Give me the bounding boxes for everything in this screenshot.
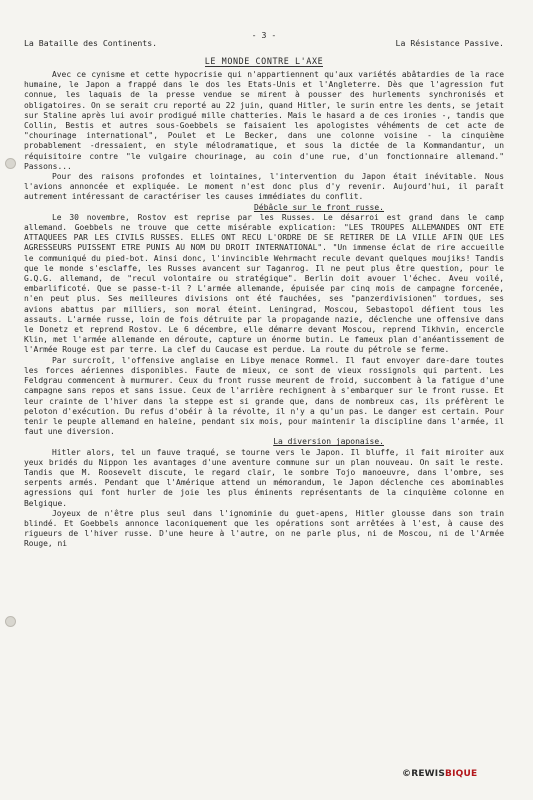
paragraph: Avec ce cynisme et cette hypocrisie qui n'appartiennent qu'aux variétés abâtardies de la race humaine, le Japon a frappé dans le dos les Etats-Unis et l'Angleterre. Dès que l'agression fut connue, les laquais de la presse vendue se mirent à pousser des hurlements synchronisés et obligatoires. On se serait cru reporté au 22 juin, quand Hitler, le surin entre les dents, se jetait sur Staline après lui avoir prodigué mille chatteries. Mais le hasard a de ces ironies -, tandis que Collin, Bestis et autres sous-Goebbels se faisaient les apologistes véhéments de cet acte de "chourinage international", Poulet et Le Becker, dans une colonne voisine - la cinquième probablement -dressaient, en style mélodramatique, et sous la dictée de la Kommandantur, un réquisitoire contre "le vulgaire chourinage, au coin d'une rue, d'un fonctionnaire allemand." Passons...: [24, 70, 504, 171]
page-content: [24, 28, 504, 550]
header-right: La Résistance Passive.: [395, 38, 504, 48]
article-title: LE MONDE CONTRE L'AXE: [204, 56, 324, 66]
header-left: La Bataille des Continents.: [24, 38, 158, 48]
logo-part-accent: BIQUE: [445, 769, 478, 779]
section-heading-text: Débâcle sur le front russe.: [253, 202, 384, 212]
logo-part: ©REWIS: [402, 769, 446, 779]
paragraph: Hitler alors, tel un fauve traqué, se tourne vers le Japon. Il bluffe, il fait miroiter aux yeux bridés du Nippon les avantages d'une aventure commune sur un plan nouveau. On sait le reste. Tandis que M. Roosevelt discute, le regard clair, le sombre Tojo manoeuvre, dans l'ombre, ses serpents armés. Pendant que l'Amérique attend un mémorandum, le Japon déclenche ces abominables agressions qui font hurler de joie les plus éminents représentants de la cinquième colonne en Belgique.: [24, 447, 504, 508]
paragraph: Le 30 novembre, Rostov est reprise par les Russes. Le désarroi est grand dans le camp allemand. Goebbels ne trouve que cette misérable explication: "LES TROUPES ALLEMANDES ONT ETE ATTAQUEES PAR LES CIVILS RUSSES. ELLES ONT RECU L'ORDRE DE SE RETIRER DE LA VILLE AFIN QUE LES AGRESSEURS PUISSENT ETRE PUNIS AU NOM DU DROIT INTERNATIONAL". "Un immense éclat de rire accueille le communiqué du pied-bot. Ainsi donc, l'invincible Wehrmacht recule devant quelques moujiks! Tandis que le monde s'esclaffe, les Russes avancent sur Taganrog. Il ne peut plus être question, pour le G.Q.G. allemand, de "recul volontaire ou stratégique". Berlin doit avouer l'échec. Aveu voilé, embarlificoté. Que se passe-t-il ? L'armée allemande, épuisée par cinq mois de campagne forcenée, n'en peut plus. Ses meilleures divisions ont été fauchées, ses "panzerdivisionen" tordues, ses avions abattus par milliers, son moral éteint. Leningrad, Moscou, Sebastopol défient tous les assauts. L'armée russe, loin de fois détruite par la propagande nazie, déclenche une offensive dans le Donetz et reprend Rostov. Le 6 décembre, elle démarre devant Moscou, reprend Tikhvin, encercle Klin, met l'armée allemande en déroute, capture un énorme butin. Le fameux plan d'anéantissement de l'Armée Rouge est par terre. La clef du Caucase est perdue. La route du pétrole se ferme.: [24, 212, 504, 355]
paragraph: Joyeux de n'être plus seul dans l'ignominie du guet-apens, Hitler glousse dans son train blindé. Et Goebbels annonce laconiquement que les opérations sont arrêtées à l'est, à cause des rigueurs de l'hiver russe. D'une heure à l'autre, on ne parle plus, ni de Moscou, ni de l'Armée Rouge, ni: [24, 508, 504, 549]
paragraph: Pour des raisons profondes et lointaines, l'intervention du Japon était inévitable. Nous l'avions annoncée et expliquée. Le moment n'est donc plus d'y revenir. Aujourd'hui, il paraît autrement intéressant de caractériser les causes immédiates du conflit.: [24, 172, 504, 202]
punch-hole: [5, 616, 16, 627]
watermark-logo: [402, 769, 477, 779]
section-heading-text: La diversion japonaise.: [273, 437, 384, 447]
section-heading: [24, 437, 504, 447]
article-title-wrap: [24, 56, 504, 66]
page-number: - 3 -: [251, 30, 277, 40]
page-header: [24, 28, 504, 50]
paragraph: Par surcroît, l'offensive anglaise en Libye menace Rommel. Il faut envoyer dare-dare toutes les forces aériennes disponibles. Faute de mieux, ce sont de vieux rossignols qui partent. Les Feldgrau commencent à murmurer. Ceux du front russe meurent de froid, succombent à la fatigue d'une campagne sans repos et sans issue. Ceux de l'arrière rechignent à s'embarquer sur le front russe. Et leur crainte de l'hiver dans la steppe est si grande que, dans de nombreux cas, ils préfèrent le peloton d'exécution. Du refus d'obéir à la révolte, il n'y a qu'un pas. Le danger est certain. Pour tenir le peuple allemand en haleine, pendant six mois, pour maintenir la discipline dans l'armée, il faut une diversion.: [24, 355, 504, 437]
section-heading: [24, 203, 504, 213]
punch-hole: [5, 158, 16, 169]
